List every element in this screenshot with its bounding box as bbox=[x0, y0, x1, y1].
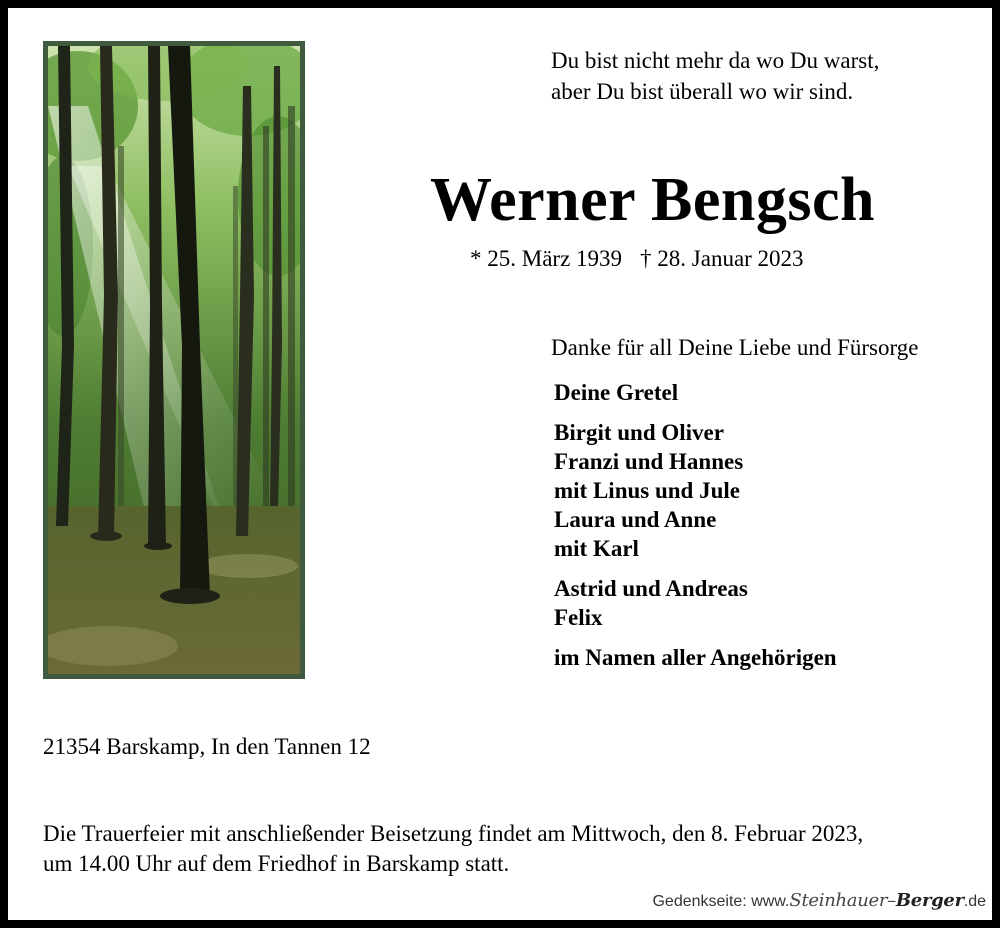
mourner-group-spouse bbox=[554, 378, 974, 407]
quote-line-1: Du bist nicht mehr da wo Du warst, bbox=[551, 48, 880, 73]
life-dates bbox=[470, 244, 804, 274]
mourner-name: Franzi und Hannes bbox=[554, 449, 744, 474]
funeral-line-2: um 14.00 Uhr auf dem Friedhof in Barskamp statt. bbox=[43, 851, 510, 876]
mourner-closing bbox=[554, 643, 974, 672]
thanks-line: Danke für all Deine Liebe und Fürsorge bbox=[551, 335, 919, 360]
forest-photo bbox=[43, 41, 305, 679]
logo-separator: – bbox=[887, 890, 896, 911]
mourner-group-relatives bbox=[554, 574, 974, 632]
memorial-label: Gedenkseite: www. bbox=[652, 893, 790, 910]
mourner-name: Deine Gretel bbox=[554, 380, 679, 405]
mourners-list bbox=[554, 378, 974, 683]
death-date: † 28. Januar 2023 bbox=[640, 246, 804, 271]
mourning-address: 21354 Barskamp, In den Tannen 12 bbox=[43, 734, 371, 759]
deceased-name: Werner Bengsch bbox=[430, 166, 875, 234]
funeral-notice bbox=[43, 819, 973, 879]
logo-part-2: Berger bbox=[895, 890, 964, 911]
mourner-name: mit Linus und Jule bbox=[554, 478, 740, 503]
memorial-page-link[interactable] bbox=[652, 890, 986, 913]
logo-part-1: Steinhauer bbox=[789, 890, 888, 911]
funeral-line-1: Die Trauerfeier mit anschließender Beisetzung findet am Mittwoch, den 8. Februar 2023, bbox=[43, 821, 864, 846]
closing-line: im Namen aller Angehörigen bbox=[554, 645, 837, 670]
mourner-group-children bbox=[554, 418, 974, 563]
memorial-suffix: .de bbox=[963, 893, 986, 910]
mourner-name: Laura und Anne bbox=[554, 507, 717, 532]
mourner-name: Astrid und Andreas bbox=[554, 576, 748, 601]
quote-line-2: aber Du bist überall wo wir sind. bbox=[551, 79, 854, 104]
mourner-name: Felix bbox=[554, 605, 603, 630]
undertaker-logo bbox=[789, 890, 963, 911]
birth-date: * 25. März 1939 bbox=[470, 246, 623, 271]
mourner-name: mit Karl bbox=[554, 536, 639, 561]
mourner-name: Birgit und Oliver bbox=[554, 420, 724, 445]
memorial-quote bbox=[551, 45, 971, 107]
